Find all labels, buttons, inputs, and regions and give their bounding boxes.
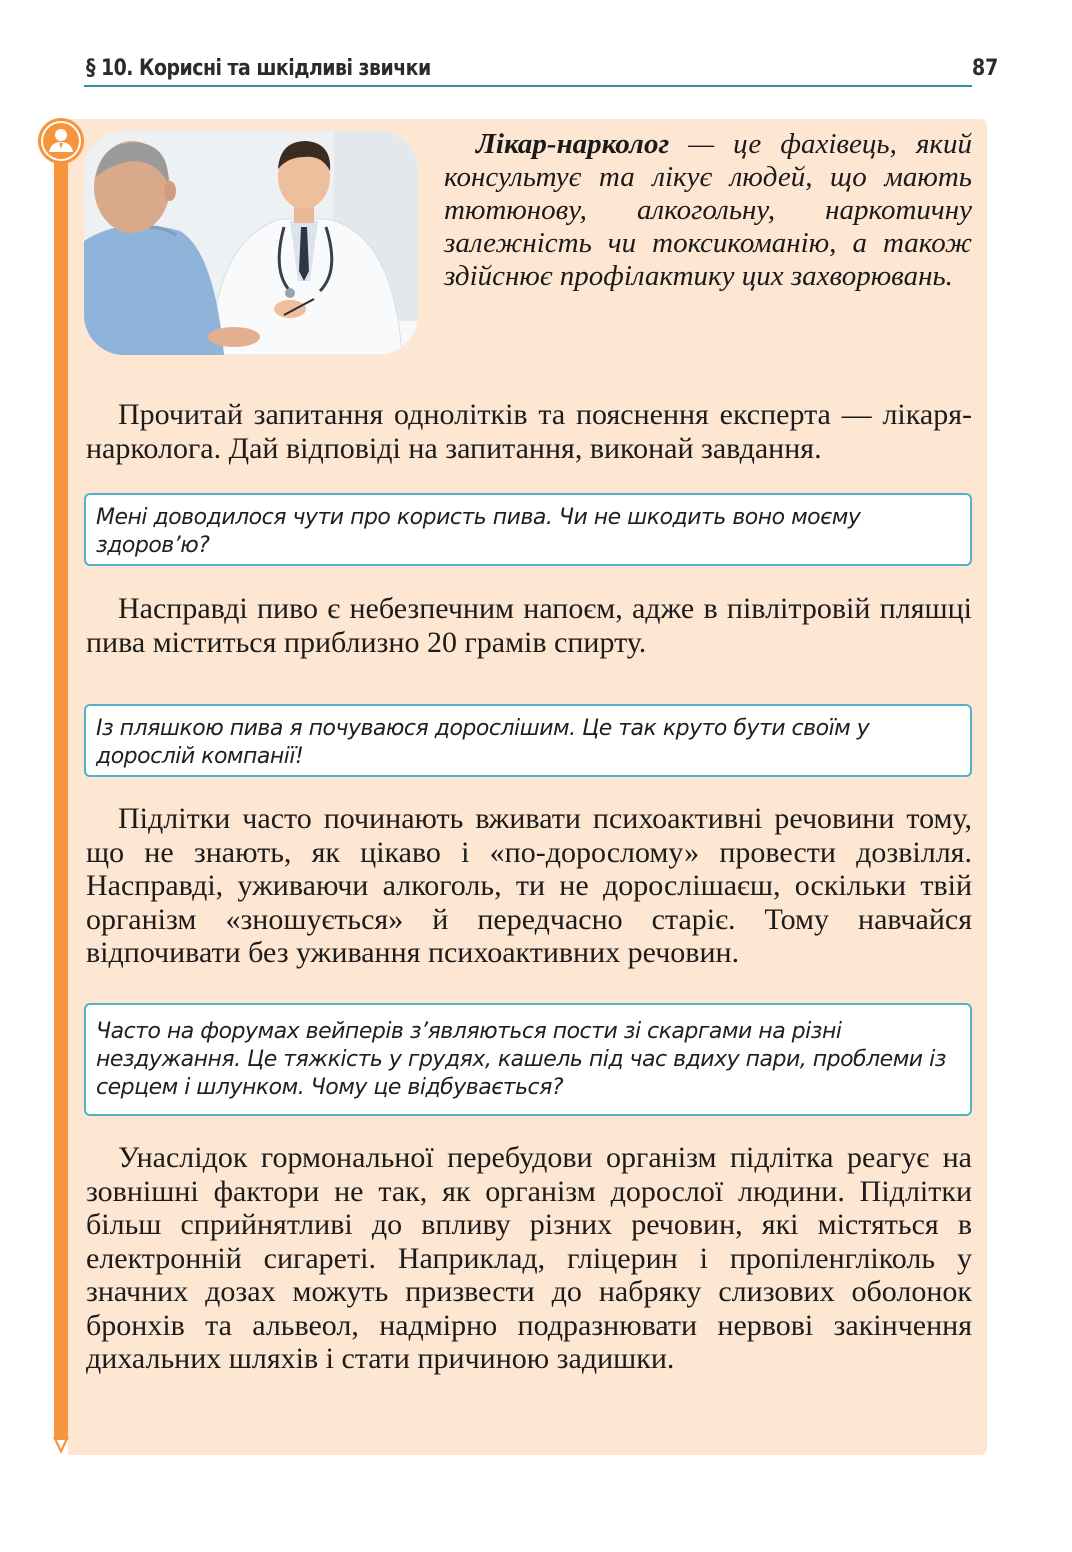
answer-paragraph: Насправді пиво є небезпечним напоєм, адже в півлітровій пляшці пива міститься приблизно 20 грамів спирту.: [86, 592, 972, 659]
answer-paragraph: Підлітки часто починають вживати психоактивні речовини тому, що не знають, як цікаво і «по-дорослому» провести дозвілля. Насправді, уживаючи алкоголь, ти не дорослішаєш, оскільки твій організм «зношується» й передчасно старіє. Тому навчайся відпочивати без уживання психоактивних речовин.: [86, 802, 972, 969]
arrow-down-icon-inner: [57, 1440, 65, 1449]
definition-term: Лікар-нарколог: [476, 128, 670, 160]
question-text: Часто на форумах вейперів з’являються пости зі скаргами на різні нездужання. Це тяжкість у грудях, кашель під час вдиху пари, проблеми із серцем і шлунком. Чому це відбувається?: [96, 1019, 946, 1100]
question-box: [84, 493, 972, 566]
page-number: 87: [972, 56, 999, 81]
answer-paragraph: Унаслідок гормональної перебудови організм підлітка реагує на зовнішні фактори не так, як організм дорослої людини. Підлітки більш сприйнятливі до впливу різних речовин, які містяться в електронній сигареті. Наприклад, гліцерин і пропіленгліколь у значних дозах можуть призвести до набряку слизових оболонок бронхів та альвеол, надмірно подразнювати нервові закінчення дихальних шляхів і стати причиною задишки.: [86, 1141, 972, 1375]
question-text: Мені доводилося чути про користь пива. Чи не шкодить воно моєму здоров’ю?: [96, 505, 861, 558]
header-rule: [84, 85, 972, 87]
doctor-badge-icon: [38, 118, 84, 164]
definition-text: [444, 128, 972, 293]
side-bar: [54, 150, 68, 1440]
definition-body: — це фахівець, який консультує та лікує людей, що мають тютюнову, алкогольну, наркотичну залежність чи токсикоманію, а також здійснює профілактику цих захворювань.: [444, 128, 972, 292]
question-text: Із пляшкою пива я почуваюся дорослішим. Це так круто бути своїм у дорослій компанії!: [96, 716, 870, 769]
doctor-consultation-photo: [84, 131, 418, 355]
question-box: [84, 704, 972, 777]
intro-paragraph: Прочитай запитання однолітків та пояснення експерта — лікаря-нарколога. Дай відповіді на запитання, виконай завдання.: [86, 398, 972, 465]
running-head: § 10. Корисні та шкідливі звички: [86, 56, 431, 81]
question-box: [84, 1003, 972, 1116]
